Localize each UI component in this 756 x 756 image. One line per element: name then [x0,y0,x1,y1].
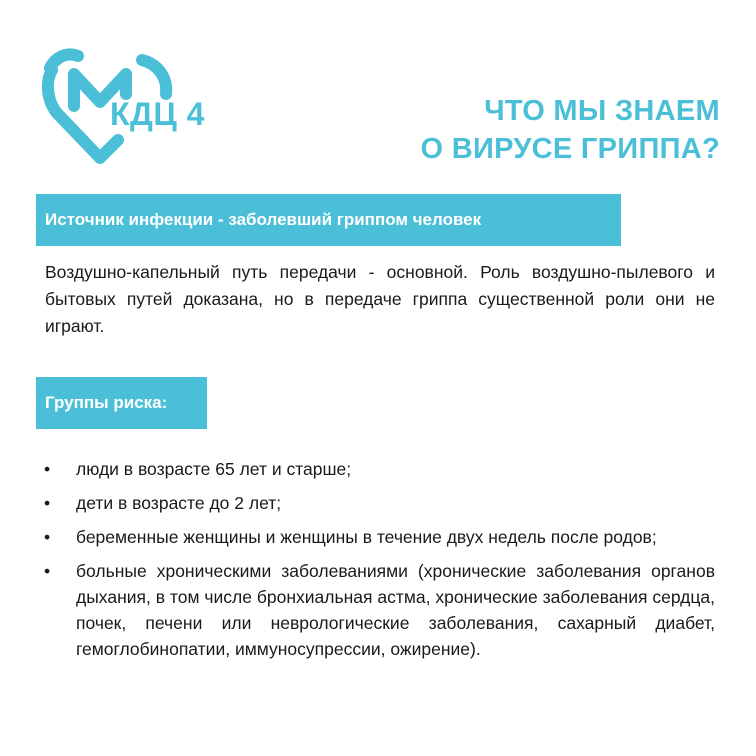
risk-heading-banner [36,377,207,429]
risk-group-list [44,456,715,670]
list-item [44,456,715,482]
logo [38,46,233,166]
list-item-text: люди в возрасте 65 лет и старше; [76,459,352,479]
list-item-text: дети в возрасте до 2 лет; [76,493,282,513]
bullet-icon: • [44,561,51,581]
page-title-line-1: ЧТО МЫ ЗНАЕМ [484,95,720,127]
source-heading: Источник инфекции - заболевший гриппом человек [45,210,482,229]
transmission-paragraph: Воздушно-капельный путь передачи - основной. Роль воздушно-пылевого и бытовых путей доказана, но в передаче гриппа существенной роли они не играют. [45,262,715,336]
list-item [44,524,715,550]
page-title-line-2: О ВИРУСЕ ГРИППА? [420,133,720,165]
page-title [420,92,720,168]
source-heading-banner [36,194,621,246]
bullet-icon: • [44,459,51,479]
bullet-icon: • [44,527,51,547]
logo-text: КДЦ 4 [110,96,205,132]
risk-heading: Группы риска: [45,393,168,412]
list-item-text: беременные женщины и женщины в течение двух недель после родов; [76,527,657,547]
list-item [44,558,715,662]
bullet-icon: • [44,493,51,513]
list-item [44,490,715,516]
list-item-text: больные хроническими заболеваниями (хронические заболевания органов дыхания, в том числе бронхиальная астма, хронические заболевания сердца, почек, печени или неврологические заболевания, сахарный диабет, гемоглобинопатии, иммуносупрессии, ожирение). [76,561,715,659]
